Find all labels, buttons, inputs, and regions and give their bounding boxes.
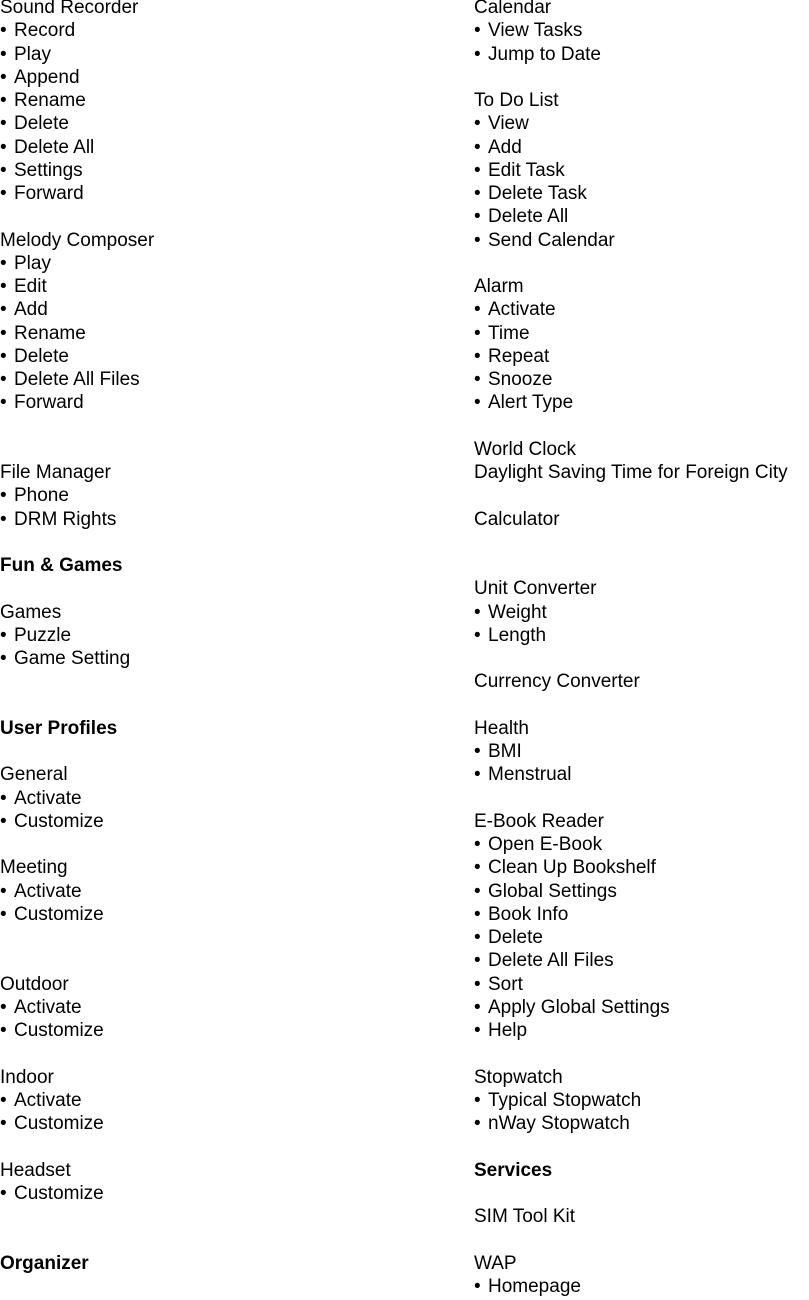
bullet-icon: • — [0, 1089, 7, 1111]
subsection-title-calendar — [474, 0, 551, 19]
line-text: Global Settings — [488, 880, 617, 902]
line-text: Append — [14, 66, 80, 88]
line-text: Customize — [14, 1113, 104, 1134]
bullet-icon: • — [474, 136, 481, 158]
bullet-icon: • — [474, 229, 481, 251]
line-text: Headset — [0, 1159, 71, 1181]
list-item-activate — [0, 996, 82, 1019]
list-item-record — [0, 19, 75, 42]
list-item-edit-task — [474, 159, 565, 182]
line-text: Activate — [14, 787, 82, 809]
line-text: Games — [0, 601, 62, 623]
bullet-icon: • — [474, 857, 481, 879]
line-text: Customize — [14, 810, 104, 832]
bullet-icon: • — [0, 252, 7, 274]
list-item-puzzle — [0, 624, 71, 647]
bullet-icon: • — [474, 741, 481, 762]
list-item-alert-type — [474, 391, 573, 414]
line-text: Delete All — [14, 136, 95, 158]
bullet-icon: • — [0, 136, 7, 158]
bullet-icon: • — [0, 810, 7, 832]
bullet-icon: • — [474, 973, 481, 995]
bullet-icon: • — [474, 43, 481, 65]
line-text: SIM Tool Kit — [474, 1206, 576, 1227]
line-text: Indoor — [0, 1066, 54, 1088]
bullet-icon: • — [0, 299, 7, 321]
list-item-repeat — [474, 345, 549, 368]
subsection-title-sim-tool-kit — [474, 1205, 575, 1228]
line-text: Organizer — [0, 1252, 89, 1274]
list-item-homepage — [474, 1275, 581, 1298]
list-item-customize — [0, 1112, 104, 1135]
subsection-title-alarm — [474, 275, 524, 298]
list-item-game-setting — [0, 647, 130, 670]
list-item-global-settings — [474, 880, 617, 903]
line-text: Alarm — [474, 276, 524, 297]
list-item-add — [0, 298, 48, 321]
list-item-send-calendar — [474, 229, 615, 252]
line-text: Apply Global Settings — [488, 996, 670, 1018]
list-item-rename — [0, 89, 86, 112]
line-text: Forward — [14, 392, 84, 414]
line-text: Typical Stopwatch — [488, 1089, 642, 1111]
list-item-snooze — [474, 368, 552, 391]
subsection-title-sound-recorder — [0, 0, 138, 19]
bullet-icon: • — [474, 113, 481, 135]
line-text: BMI — [488, 741, 522, 762]
bullet-icon: • — [474, 322, 481, 344]
list-item-sort — [474, 973, 523, 996]
line-text: Help — [488, 1020, 528, 1041]
line-text: Repeat — [488, 345, 550, 367]
list-item-nway-stopwatch — [474, 1112, 630, 1135]
bullet-icon: • — [0, 113, 7, 135]
list-item-forward — [0, 182, 84, 205]
bullet-icon: • — [474, 20, 481, 42]
bullet-icon: • — [474, 345, 481, 367]
line-text: Calculator — [474, 508, 560, 530]
subsection-title-unit-converter — [474, 577, 597, 600]
line-text: Unit Converter — [474, 578, 597, 600]
line-text: Stopwatch — [474, 1066, 563, 1088]
line-text: Melody Composer — [0, 229, 155, 251]
line-text: Health — [474, 717, 529, 739]
line-text: Meeting — [0, 857, 68, 879]
line-text: Currency Converter — [474, 671, 640, 693]
list-item-weight — [474, 601, 547, 624]
bullet-icon: • — [0, 624, 7, 646]
list-item-customize — [0, 810, 104, 833]
line-text: Jump to Date — [488, 43, 601, 65]
bullet-icon: • — [474, 369, 481, 390]
line-text: Daylight Saving Time for Foreign City — [474, 462, 788, 483]
bullet-icon: • — [474, 880, 481, 902]
list-item-add — [474, 136, 522, 159]
list-item-activate — [0, 1089, 82, 1112]
bullet-icon: • — [474, 834, 481, 855]
bullet-icon: • — [474, 624, 481, 646]
line-text: View — [488, 113, 529, 135]
bullet-icon: • — [0, 392, 7, 414]
line-text: Rename — [14, 322, 86, 344]
subsection-title-calculator — [474, 508, 560, 531]
list-item-help — [474, 1019, 527, 1042]
list-item-append — [0, 66, 80, 89]
bullet-icon: • — [0, 1182, 7, 1204]
line-text: Edit Task — [488, 159, 565, 181]
bullet-icon: • — [474, 183, 481, 204]
line-text: Send Calendar — [488, 229, 615, 251]
line-text: Delete All — [488, 206, 569, 228]
bullet-icon: • — [474, 996, 481, 1018]
list-item-activate — [474, 298, 556, 321]
subsection-title-file-manager — [0, 461, 111, 484]
line-text: Menstrual — [488, 764, 572, 786]
subsection-title-daylight-saving-time-for-foreign-city — [474, 461, 788, 484]
list-item-delete-all-files — [0, 368, 140, 391]
bullet-icon: • — [474, 764, 481, 786]
subsection-title-games — [0, 601, 61, 624]
line-text: Services — [474, 1159, 553, 1181]
bullet-icon: • — [474, 1275, 481, 1297]
section-heading-organizer — [0, 1252, 89, 1275]
line-text: Length — [488, 624, 547, 646]
line-text: Snooze — [488, 369, 553, 390]
line-text: Activate — [14, 880, 82, 902]
subsection-title-e-book-reader — [474, 810, 604, 833]
list-item-delete — [0, 112, 69, 135]
subsection-title-stopwatch — [474, 1066, 563, 1089]
bullet-icon: • — [0, 787, 7, 809]
line-text: Sort — [488, 973, 523, 995]
list-item-rename — [0, 322, 86, 345]
line-text: Play — [14, 252, 51, 274]
line-text: General — [0, 764, 68, 786]
bullet-icon: • — [0, 20, 7, 42]
list-item-drm-rights — [0, 508, 116, 531]
section-heading-user-profiles — [0, 717, 117, 740]
line-text: Clean Up Bookshelf — [488, 857, 656, 879]
subsection-title-health — [474, 717, 529, 740]
subsection-title-currency-converter — [474, 670, 640, 693]
list-item-jump-to-date — [474, 43, 601, 66]
line-text: Delete All Files — [488, 950, 614, 972]
bullet-icon: • — [474, 299, 481, 321]
line-text: Sound Recorder — [0, 0, 139, 18]
list-item-delete-all — [0, 136, 94, 159]
line-text: Customize — [14, 1182, 104, 1204]
subsection-title-general — [0, 763, 68, 786]
bullet-icon: • — [474, 601, 481, 623]
line-text: World Clock — [474, 438, 577, 460]
bullet-icon: • — [474, 206, 481, 228]
subsection-title-melody-composer — [0, 229, 154, 252]
bullet-icon: • — [0, 1113, 7, 1134]
bullet-icon: • — [0, 648, 7, 669]
list-item-time — [474, 322, 530, 345]
subsection-title-indoor — [0, 1066, 54, 1089]
list-item-forward — [0, 391, 84, 414]
bullet-icon: • — [474, 1089, 481, 1111]
list-item-delete-all — [474, 205, 568, 228]
subsection-title-world-clock — [474, 438, 576, 461]
line-text: Phone — [14, 485, 69, 507]
subsection-title-headset — [0, 1159, 71, 1182]
bullet-icon: • — [0, 485, 7, 507]
subsection-title-outdoor — [0, 973, 69, 996]
line-text: Alert Type — [488, 392, 574, 414]
list-item-play — [0, 252, 51, 275]
list-item-play — [0, 43, 51, 66]
list-item-settings — [0, 159, 83, 182]
line-text: Outdoor — [0, 973, 69, 995]
list-item-apply-global-settings — [474, 996, 670, 1019]
line-text: To Do List — [474, 90, 559, 111]
bullet-icon: • — [474, 1113, 481, 1134]
list-item-customize — [0, 1019, 104, 1042]
bullet-icon: • — [0, 1020, 7, 1041]
bullet-icon: • — [0, 996, 7, 1018]
list-item-delete — [0, 345, 69, 368]
line-text: View Tasks — [488, 20, 583, 42]
line-text: File Manager — [0, 462, 111, 483]
line-text: Activate — [488, 299, 556, 321]
line-text: Activate — [14, 996, 82, 1018]
line-text: nWay Stopwatch — [488, 1113, 630, 1134]
bullet-icon: • — [0, 903, 7, 925]
list-item-menstrual — [474, 763, 571, 786]
bullet-icon: • — [474, 1020, 481, 1041]
bullet-icon: • — [474, 950, 481, 972]
list-item-delete-task — [474, 182, 587, 205]
line-text: Delete Task — [488, 183, 587, 204]
bullet-icon: • — [0, 159, 7, 181]
section-heading-fun-and-games — [0, 554, 122, 577]
line-text: E-Book Reader — [474, 810, 604, 832]
bullet-icon: • — [0, 276, 7, 297]
line-text: Puzzle — [14, 624, 72, 646]
bullet-icon: • — [474, 392, 481, 414]
line-text: Time — [488, 322, 530, 344]
subsection-title-meeting — [0, 856, 68, 879]
bullet-icon: • — [474, 927, 481, 948]
section-heading-services — [474, 1159, 552, 1182]
line-text: Weight — [488, 601, 547, 623]
list-item-activate — [0, 880, 82, 903]
bullet-icon: • — [0, 183, 7, 204]
list-item-delete-all-files — [474, 949, 614, 972]
line-text: Play — [14, 43, 51, 65]
line-text: Open E-Book — [488, 834, 603, 855]
line-text: Game Setting — [14, 648, 131, 669]
subsection-title-to-do-list — [474, 89, 558, 112]
line-text: Settings — [14, 159, 83, 181]
list-item-bmi — [474, 740, 522, 763]
bullet-icon: • — [0, 369, 7, 390]
list-item-delete — [474, 926, 543, 949]
list-item-typical-stopwatch — [474, 1089, 641, 1112]
line-text: Customize — [14, 903, 104, 925]
list-item-open-e-book — [474, 833, 602, 856]
line-text: Delete — [488, 927, 543, 948]
bullet-icon: • — [0, 345, 7, 367]
line-text: Delete — [14, 345, 69, 367]
line-text: Book Info — [488, 903, 569, 925]
bullet-icon: • — [0, 66, 7, 88]
line-text: Edit — [14, 276, 47, 297]
line-text: Fun & Games — [0, 555, 123, 576]
subsection-title-wap — [474, 1252, 517, 1275]
bullet-icon: • — [0, 322, 7, 344]
bullet-icon: • — [0, 508, 7, 530]
line-text: Homepage — [488, 1275, 581, 1297]
bullet-icon: • — [0, 90, 7, 111]
line-text: Record — [14, 20, 76, 42]
line-text: Add — [488, 136, 522, 158]
bullet-icon: • — [474, 903, 481, 925]
list-item-book-info — [474, 903, 568, 926]
line-text: Rename — [14, 90, 86, 111]
bullet-icon: • — [0, 43, 7, 65]
list-item-phone — [0, 484, 69, 507]
line-text: Calendar — [474, 0, 552, 18]
line-text: Customize — [14, 1020, 104, 1041]
list-item-length — [474, 624, 546, 647]
bullet-icon: • — [0, 880, 7, 902]
line-text: Forward — [14, 183, 84, 204]
line-text: Delete — [14, 113, 69, 135]
list-item-view — [474, 112, 529, 135]
list-item-edit — [0, 275, 47, 298]
list-item-customize — [0, 903, 104, 926]
line-text: Add — [14, 299, 48, 321]
line-text: WAP — [474, 1252, 517, 1274]
list-item-activate — [0, 787, 82, 810]
line-text: User Profiles — [0, 717, 118, 739]
line-text: DRM Rights — [14, 508, 117, 530]
list-item-customize — [0, 1182, 104, 1205]
list-item-view-tasks — [474, 19, 582, 42]
line-text: Delete All Files — [14, 369, 140, 390]
line-text: Activate — [14, 1089, 82, 1111]
list-item-clean-up-bookshelf — [474, 856, 656, 879]
bullet-icon: • — [474, 159, 481, 181]
